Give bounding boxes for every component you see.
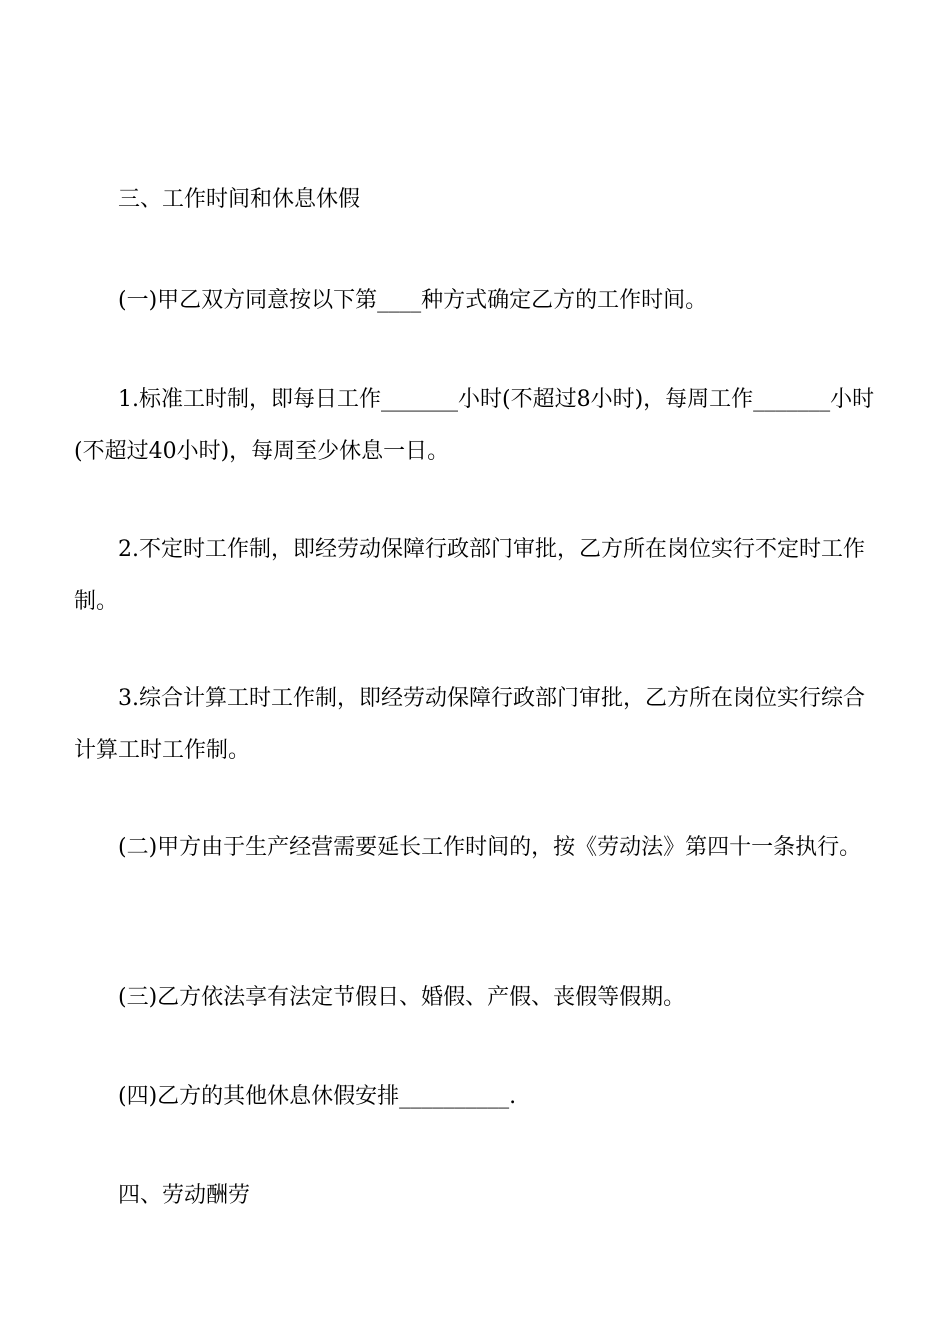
- clause-4-text: (四)乙方的其他休息休假安排__________.: [118, 1084, 517, 1109]
- clause-2-text: (二)甲方由于生产经营需要延长工作时间的，按《劳动法》第四十一条执行。: [118, 835, 862, 860]
- clause-3-text: (三)乙方依法享有法定节假日、婚假、产假、丧假等假期。: [118, 985, 686, 1010]
- item-1-text: 1.标准工时制，即每日工作_______小时(不超过8小时)，每周工作_______小时(不超过40小时)，每周至少休息一日。: [74, 387, 875, 464]
- item-2-text: 2.不定时工作制，即经劳动保障行政部门审批，乙方所在岗位实行不定时工作制。: [74, 537, 865, 614]
- clause-1-text: (一)甲乙双方同意按以下第____种方式确定乙方的工作时间。: [118, 288, 708, 313]
- item-3-text: 3.综合计算工时工作制，即经劳动保障行政部门审批，乙方所在岗位实行综合计算工时工作制。: [74, 686, 865, 763]
- section-four-heading: 四、劳动酬劳: [118, 1183, 251, 1208]
- section-three-heading: 三、工作时间和休息休假: [118, 187, 361, 212]
